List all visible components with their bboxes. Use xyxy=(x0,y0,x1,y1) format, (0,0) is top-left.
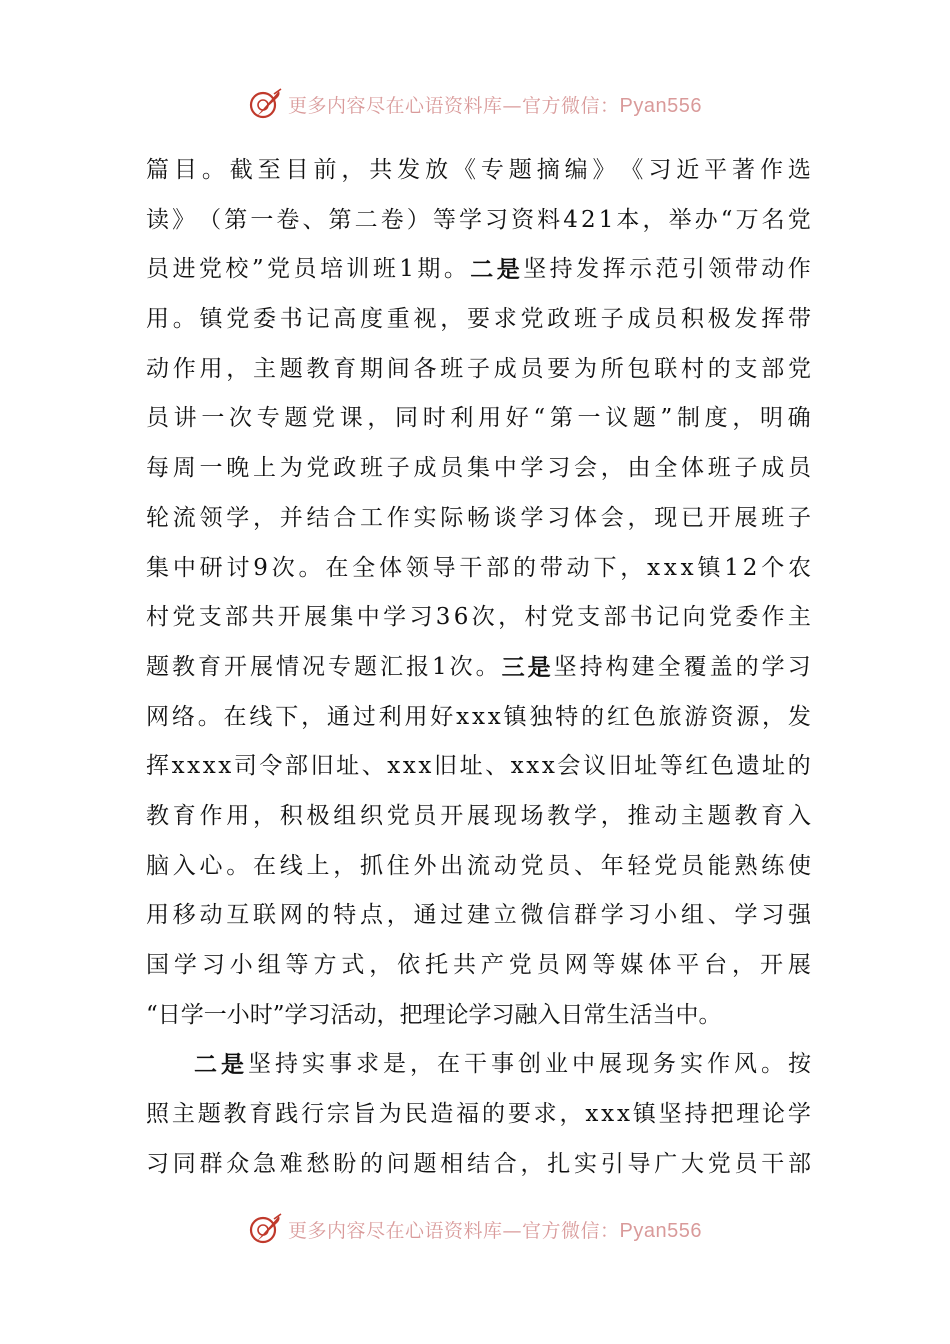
banner-text-cn: 更多内容尽在心语资料库—官方微信： xyxy=(288,94,620,117)
text-line: 脑 入 心 。 在 线 上 ， 抓 住 外 出 流 动 党 员 、 年 轻 党 员 能 熟 练 使 xyxy=(146,852,811,879)
text-line: 网 络 。 在 线 下 ， 通 过 利 用 好 x x x 镇 独 特 的 红 色 旅 游 资 源 ， 发 xyxy=(146,703,811,730)
document-body xyxy=(146,146,811,1189)
banner-wechat-id: Pyan556 xyxy=(619,94,702,117)
text-line: 习 同 群 众 急 难 愁 盼 的 问 题 相 结 合 ， 扎 实 引 导 广 大 党 员 干 部 xyxy=(146,1150,811,1177)
banner-wechat-id: Pyan556 xyxy=(619,1219,702,1242)
text-line: 每 周 一 晚 上 为 党 政 班 子 成 员 集 中 学 习 会 ， 由 全 体 班 子 成 员 xyxy=(146,455,811,482)
text-line: 动 作 用 ， 主 题 教 育 期 间 各 班 子 成 员 要 为 所 包 联 村 的 支 部 党 xyxy=(146,355,811,382)
quill-logo-icon xyxy=(248,86,284,122)
text-line: 员 讲 一 次 专 题 党 课 ， 同 时 利 用 好 “ 第 一 议 题 ” 制 度 ， 明 确 xyxy=(146,405,811,432)
footer-watermark-banner xyxy=(0,1207,950,1251)
text-line: 国 学 习 小 组 等 方 式 ， 依 托 共 产 党 员 网 等 媒 体 平 台 ， 开 展 xyxy=(146,952,811,978)
quill-logo-icon xyxy=(248,1211,284,1247)
text-line: 轮 流 领 学 ， 并 结 合 工 作 实 际 畅 谈 学 习 体 会 ， 现 已 开 展 班 子 xyxy=(146,504,811,531)
paragraph-lines xyxy=(146,146,811,1189)
text-line: 集 中 研 讨 9 次 。 在 全 体 领 导 干 部 的 带 动 下 ， x x x 镇 1 2 个 农 xyxy=(146,554,811,581)
text-line: 用 移 动 互 联 网 的 特 点 ， 通 过 建 立 微 信 群 学 习 小 组 、 学 习 强 xyxy=(146,902,811,929)
text-line: 读 》 （ 第 一 卷 、 第 二 卷 ） 等 学 习 资 料 4 2 1 本 ， 举 办 “ 万 名 党 xyxy=(146,206,811,233)
text-line: 照 主 题 教 育 践 行 宗 旨 为 民 造 福 的 要 求 ， x x x 镇 坚 持 把 理 论 学 xyxy=(146,1101,811,1128)
text-line: 员 进 党 校 ” 党 员 培 训 班 1 期 。 二 是 坚 持 发 挥 示 范 引 领 带 动 作 xyxy=(146,256,811,284)
text-line: 挥 x x x x 司 令 部 旧 址 、 x x x 旧 址 、 x x x 会 议 旧 址 等 红 色 遗 址 的 xyxy=(146,753,811,780)
text-line: 村 党 支 部 共 开 展 集 中 学 习 3 6 次 ， 村 党 支 部 书 记 向 党 委 作 主 xyxy=(146,604,811,631)
text-line: 题 教 育 开 展 情 况 专 题 汇 报 1 次 。 三 是 坚 持 构 建 全 覆 盖 的 学 习 xyxy=(146,653,811,681)
text-line: 教 育 作 用 ， 积 极 组 织 党 员 开 展 现 场 教 学 ， 推 动 主 题 教 育 入 xyxy=(146,802,811,829)
text-line: 用 。 镇 党 委 书 记 高 度 重 视 ， 要 求 党 政 班 子 成 员 积 极 发 挥 带 xyxy=(146,306,811,333)
text-line: 二 是 坚 持 实 事 求 是 ， 在 干 事 创 业 中 展 现 务 实 作 风 。 按 xyxy=(194,1051,811,1079)
text-line: “日学一小时”学习活动，把理论学习融入日常生活当中。 xyxy=(146,1001,722,1028)
text-line: 篇 目 。 截 至 目 前 ， 共 发 放 《 专 题 摘 编 》 《 习 近 平 著 作 选 xyxy=(146,157,811,183)
header-watermark-banner xyxy=(0,82,950,126)
banner-text-cn: 更多内容尽在心语资料库—官方微信： xyxy=(288,1219,620,1242)
